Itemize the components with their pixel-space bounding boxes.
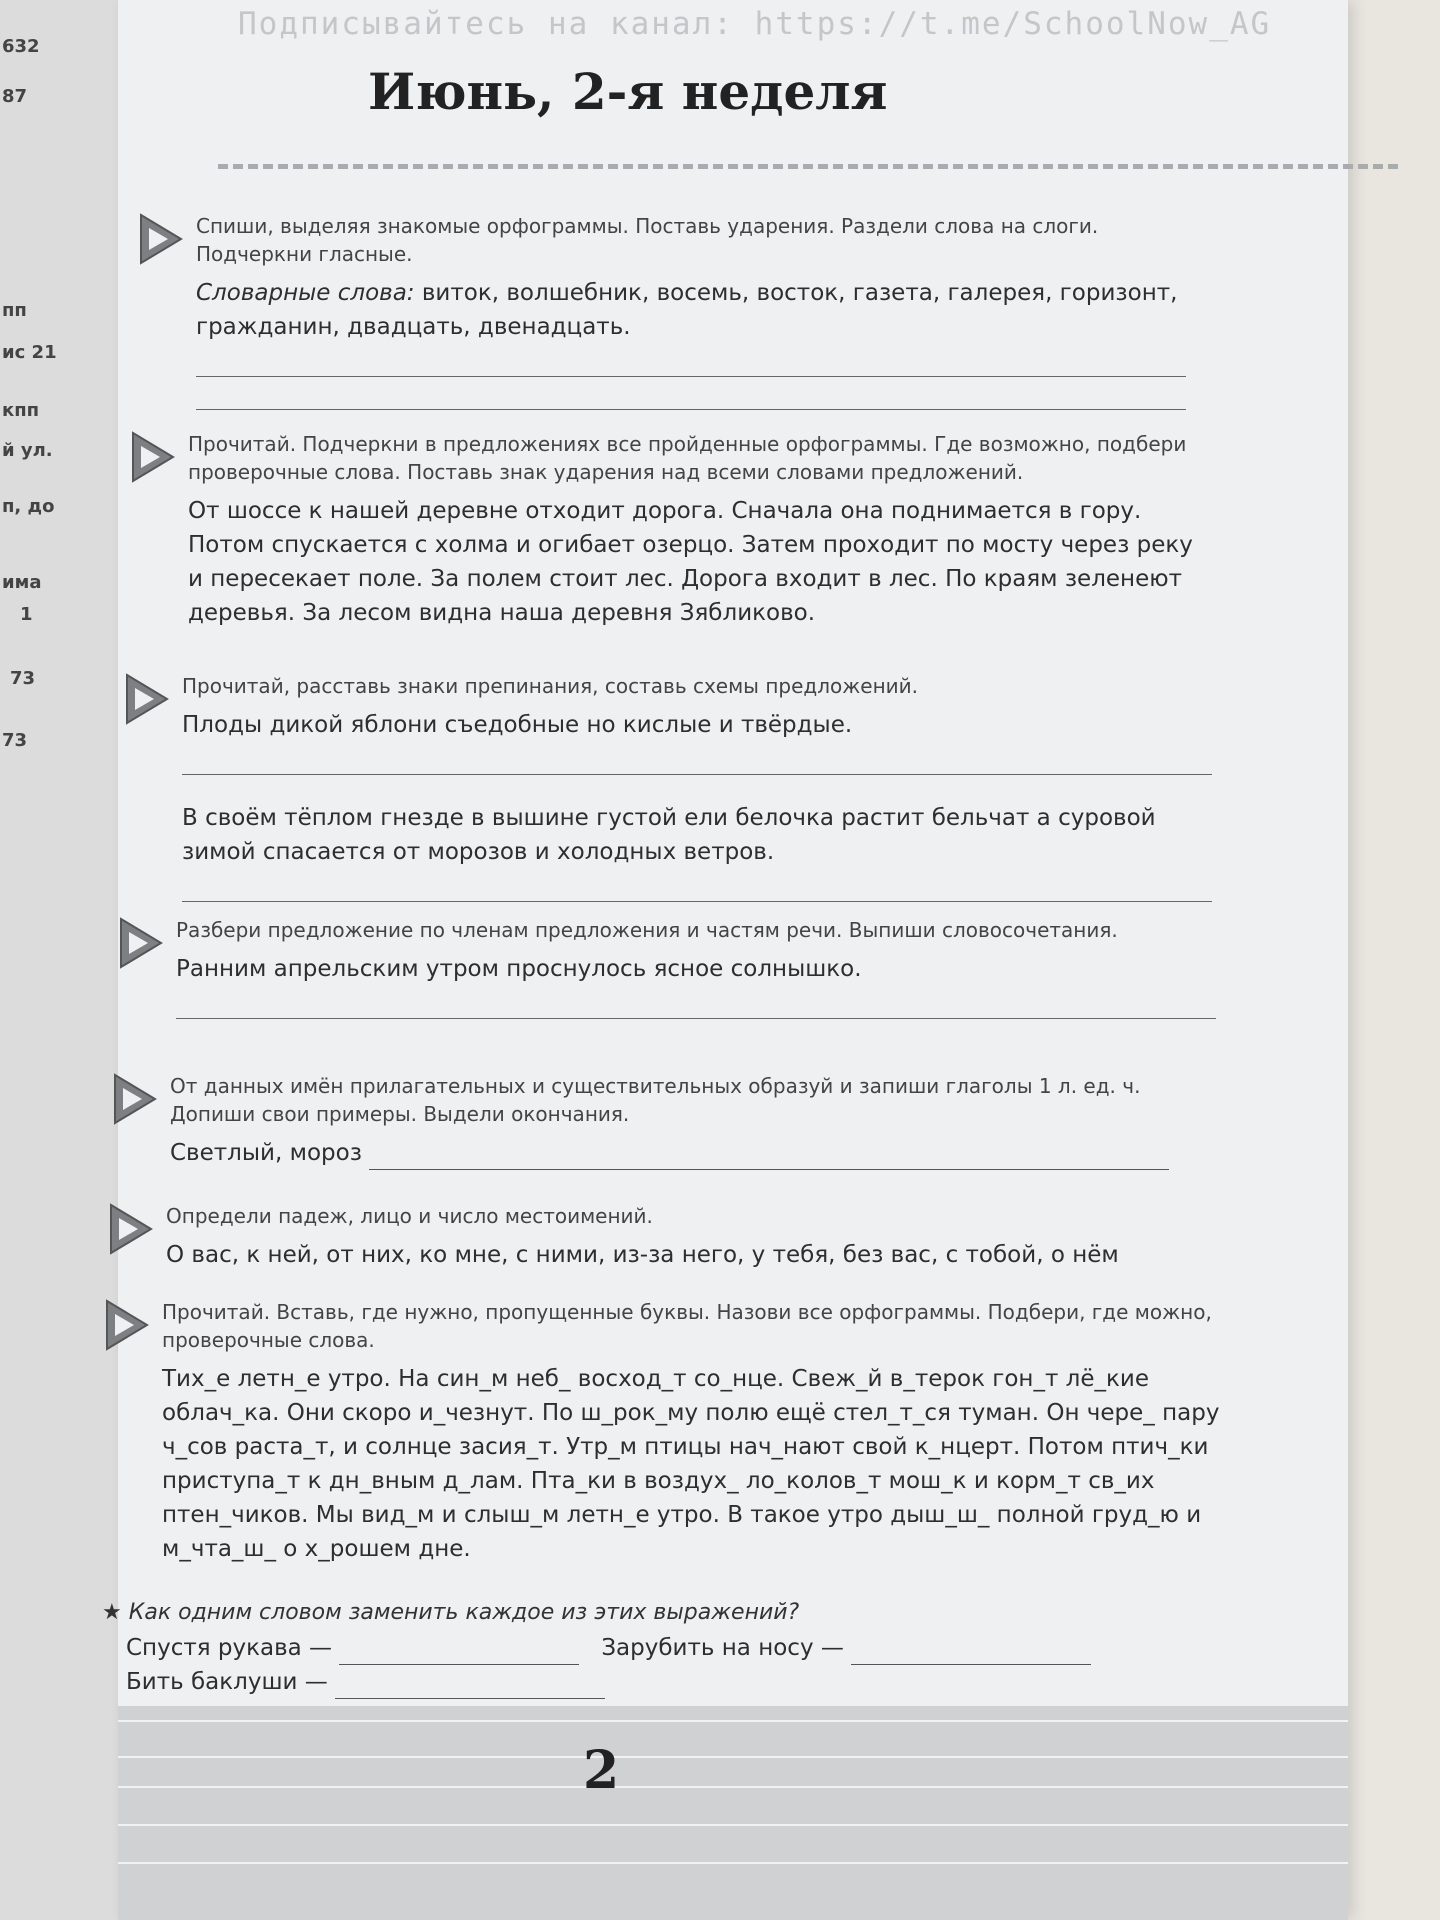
channel-watermark: Подписывайтесь на канал: https://t.me/SchoolNow_AG	[238, 6, 1272, 42]
task-text: Тих_е летн_е утро. На син_м неб_ восход_т со_нце. Свеж_й в_терок гон_т лё_кие облач_ка. Они скоро и_чезнут. По ш_рок_му полю ещё стел_т_ся туман. Он чере_ пару ч_сов раста_т, и солнце засия_т. Утр_м птицы нач_нают свой к_нцерт. Потом птич_ки приступа_т к дн_вным д_лам. Пта_ки в воздух_ ло_колов_т мош_к и корм_т св_их птен_чиков. Мы вид_м и слыш_м летн_е утро. В такое утро дыш_ш_ полной груд_ю и м_чта_ш_ о х_рошем дне.	[162, 1366, 1220, 1562]
task-instruction: Прочитай. Вставь, где нужно, пропущенные буквы. Назови все орфограммы. Подбери, где можно, проверочные слова.	[162, 1300, 1212, 1352]
margin-text: пп	[2, 300, 27, 321]
task-text: Плоды дикой яблони съедобные но кислые и твёрдые.	[182, 712, 853, 738]
star-icon: ★	[102, 1600, 122, 1625]
task-text: В своём тёплом гнезде в вышине густой ели белочка растит бельчат а суровой зимой спасается от морозов и холодных ветров.	[182, 805, 1156, 865]
task-7	[104, 1298, 1229, 1566]
task-3	[124, 672, 1212, 902]
page-title: Июнь, 2-я неделя	[368, 62, 888, 121]
page-number: 2	[583, 1740, 620, 1801]
task-instruction: Прочитай, расставь знаки препинания, составь схемы предложений.	[182, 674, 919, 698]
answer-line[interactable]	[851, 1638, 1091, 1665]
task-text: О вас, к ней, от них, ко мне, с ними, из-за него, у тебя, без вас, с тобой, о нём	[166, 1242, 1119, 1268]
task-1	[138, 212, 1198, 410]
task-marker-icon	[124, 672, 170, 726]
task-marker-icon	[130, 430, 176, 484]
task-text: виток, волшебник, восемь, восток, газета, галерея, горизонт, гражданин, двадцать, двенадцать.	[196, 280, 1178, 340]
dashed-divider	[218, 164, 1398, 169]
task-text: Светлый, мороз	[170, 1140, 362, 1166]
task-text: От шоссе к нашей деревне отходит дорога. Сначала она поднимается в гору. Потом спускается с холма и огибает озерцо. Затем проходит по мосту через реку и пересекает поле. За полем стоит лес. Дорога входит в лес. По краям зеленеют деревья. За лесом видна наша деревня Зябликово.	[188, 498, 1193, 626]
idiom: Спустя рукава —	[126, 1635, 333, 1661]
workbook-page	[102, 0, 1348, 1920]
margin-text: 73	[2, 730, 28, 751]
task-instruction: Спиши, выделяя знакомые орфограммы. Поставь ударения. Раздели слова на слоги. Подчеркни гласные.	[196, 214, 1099, 266]
task-instruction: Прочитай. Подчеркни в предложениях все пройденные орфограммы. Где возможно, подбери проверочные слова. Поставь знак ударения над всеми словами предложений.	[188, 432, 1187, 484]
answer-line[interactable]	[196, 381, 1186, 410]
bonus-question: Как одним словом заменить каждое из этих выражений?	[128, 1600, 800, 1625]
task-instruction: Разбери предложение по членам предложения и частям речи. Выпиши словосочетания.	[176, 918, 1118, 942]
task-instruction: От данных имён прилагательных и существительных образуй и запиши глаголы 1 л. ед. ч. Допиши свои примеры. Выдели окончания.	[170, 1074, 1141, 1126]
margin-text: ис 21	[2, 342, 57, 363]
idiom: Бить баклуши —	[126, 1669, 328, 1695]
margin-text: 73	[10, 668, 36, 689]
answer-line[interactable]	[196, 348, 1186, 377]
task-2	[130, 430, 1206, 630]
task-marker-icon	[104, 1298, 150, 1352]
margin-text: 632	[2, 36, 40, 57]
margin-text: й ул.	[2, 440, 53, 461]
dictionary-words-label: Словарные слова:	[196, 280, 415, 306]
answer-line[interactable]	[182, 746, 1212, 775]
answer-line[interactable]	[339, 1638, 579, 1665]
task-marker-icon	[118, 916, 164, 970]
answer-line[interactable]	[335, 1672, 605, 1699]
answer-line[interactable]	[369, 1143, 1169, 1170]
task-5	[112, 1072, 1222, 1170]
margin-text: п, до	[2, 496, 55, 517]
task-marker-icon	[112, 1072, 158, 1126]
margin-text: кпп	[2, 400, 40, 421]
idiom: Зарубить на носу —	[601, 1635, 844, 1661]
task-marker-icon	[108, 1202, 154, 1256]
bonus-task	[102, 1600, 1222, 1699]
task-6	[108, 1202, 1228, 1272]
task-instruction: Определи падеж, лицо и число местоимений.	[166, 1204, 653, 1228]
margin-text: 87	[2, 86, 28, 107]
margin-text: има	[2, 572, 42, 593]
task-marker-icon	[138, 212, 184, 266]
answer-line[interactable]	[176, 990, 1216, 1019]
task-text: Ранним апрельским утром проснулось ясное солнышко.	[176, 956, 862, 982]
margin-text: 1	[20, 604, 33, 625]
footer-band	[118, 1706, 1348, 1920]
answer-line[interactable]	[182, 873, 1212, 902]
task-4	[118, 916, 1218, 1019]
